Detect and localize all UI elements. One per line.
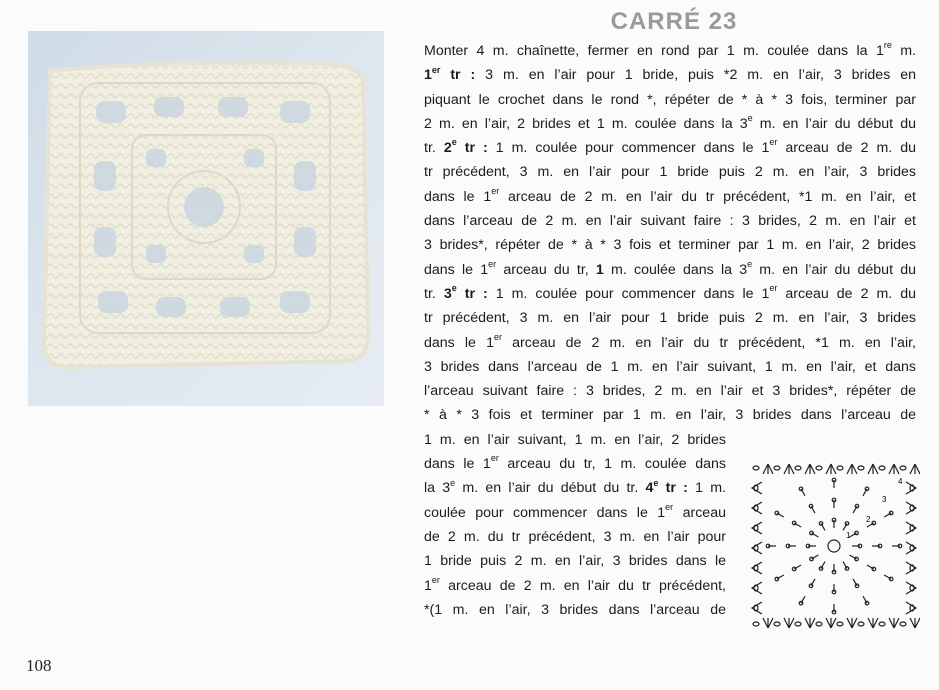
chart-stitch [810,557,814,561]
text-line [424,379,916,403]
chart-stitch [868,464,878,474]
chart-stitch [845,522,849,526]
chart-stitch [805,464,815,474]
text-segment: la 3 [424,480,451,497]
chart-stitch [889,464,899,474]
text-segment: coulée pour commencer dans le 1 [424,504,666,521]
text-segment: 1 m. en l’air suivant, 1 m. en l’air, 2 brides [424,431,726,448]
text-segment: e [747,258,753,269]
text-segment: er [488,258,497,269]
text-segment: tr précédent, 3 m. en l’air pour 1 bride puis 2 m. en l’air, 3 brides [424,164,916,181]
text-segment: 1 m. coulée pour commencer dans le 1 [487,285,770,302]
chart-stitch [837,622,843,626]
chart-stitch [774,622,780,626]
round-label-3: 3 [882,495,887,504]
text-line [424,452,726,476]
text-segment: er [490,453,499,464]
bold-text: 3 [443,285,452,302]
chart-stitch [810,531,814,535]
text-segment: arceau du tr, [496,261,596,278]
text-segment: Monter 4 m. chaînette, fermer en rond par 1 m. coulée dans la 1 [424,43,884,59]
chart-stitch [784,618,794,628]
bold-text: tr : [658,480,688,497]
text-segment: dans le 1 [424,261,489,278]
text-segment: er [769,137,778,148]
crochet-chart-diagram [748,460,920,632]
text-line [424,501,726,525]
text-segment: er [431,574,440,585]
chart-stitch [858,622,864,626]
chart-stitch [795,466,801,470]
chart-stitch [900,622,906,626]
text-segment: arceau du tr, 1 m. coulée dans [498,456,726,473]
crochet-square-photo [28,31,384,406]
round-label-2: 2 [866,515,871,524]
text-line [424,136,916,160]
bold-text: 1 [595,261,604,278]
bold-text: er [431,64,441,75]
chart-stitch [805,618,815,628]
text-segment: dans le 1 [424,188,492,205]
text-segment: m. en l’air du début du [752,115,916,132]
text-line [424,233,916,257]
chart-stitch [774,466,780,470]
bold-text: 4 [645,480,654,497]
bold-text: 2 [443,140,452,157]
chart-stitch [847,464,857,474]
chart-stitch [889,618,899,628]
chart-stitch [879,622,885,626]
text-segment: dans le 1 [424,334,494,351]
text-segment: er [769,283,778,294]
bold-text: tr : [456,140,488,157]
chart-stitch [775,577,779,581]
round-label-4: 4 [898,477,903,486]
text-line [424,209,916,233]
chart-stitch [900,466,906,470]
text-line [424,88,916,112]
chart-stitch [847,618,857,628]
text-segment: 1 m. coulée pour commencer dans le 1 [487,140,770,157]
chart-stitch [753,466,759,470]
chart-stitch [910,618,920,628]
text-segment: arceau de 2 m. en l’air du tr précédent, *1 m. en l’air, [501,334,916,351]
text-segment: 1 bride puis 2 m. en l’air, 3 brides dans le [424,553,726,570]
round-label-1: 1 [846,531,851,540]
text-segment: 2 m. en l’air, 2 brides et 1 m. coulée dans la 3 [424,115,748,132]
text-segment: tr précédent, 3 m. en l’air pour 1 bride puis 2 m. en l’air, 3 brides [424,310,916,327]
text-segment: m. en l’air du début du [752,261,916,278]
text-segment: tr. [424,140,444,157]
text-line [424,331,916,355]
bold-text: tr : [456,285,488,302]
text-segment: *(1 m. en l’air, 3 brides dans l’arceau de [424,601,726,618]
text-segment: piquant le crochet dans le rond *, répéter de * à * 3 fois, terminer par [424,91,916,108]
center-ring [828,540,840,552]
chart-stitch [795,622,801,626]
chart-stitch [775,511,779,515]
page-number: 108 [26,656,52,675]
bold-text: e [451,137,457,148]
chart-stitch [784,464,794,474]
text-segment: er [493,331,502,342]
crochet-square-image [28,31,384,406]
text-segment: e [747,113,753,124]
chart-stitch [837,466,843,470]
text-segment: dans le 1 [424,456,491,473]
text-segment: m. coulée dans la 3 [603,261,748,278]
text-segment: er [491,186,500,197]
chart-stitch [910,464,920,474]
chart-stitch [763,618,773,628]
chart-stitch [858,466,864,470]
text-segment: 3 brides*, répéter de * à * 3 fois et terminer par 1 m. en l’air, 2 brides [424,237,916,254]
text-line [424,574,726,598]
chart-stitch [868,618,878,628]
text-segment: dans l’arceau de 2 m. en l’air suivant faire : 3 brides, 2 m. en l’air et [424,213,916,230]
text-segment: e [450,477,456,488]
text-line [424,549,726,573]
text-segment: m. en l’air du début du tr. [455,480,646,497]
text-segment: tr. [424,285,444,302]
text-segment: l’arceau suivant faire : 3 brides, 2 m. en l’air et 3 brides*, répéter de [424,383,916,400]
text-line [424,355,916,379]
chart-stitch [816,466,822,470]
text-segment: arceau [673,504,726,521]
chart-stitch [826,464,836,474]
text-line [424,112,916,136]
text-line [424,476,726,500]
bold-text: 1 [424,67,432,84]
text-line [424,306,916,330]
text-line [424,185,916,209]
bold-text: e [451,283,457,294]
text-segment: 3 brides dans l’arceau de 1 m. en l’air suivant, 1 m. en l’air, et dans [424,358,916,375]
text-segment: arceau de 2 m. en l’air du tr précédent, [439,577,726,594]
text-segment: 1 [424,577,432,594]
text-line [424,428,726,452]
page-title: CARRÉ 23 [610,8,738,35]
text-segment: arceau de 2 m. du [777,285,916,302]
text-line [424,63,916,87]
chart-stitch [763,464,773,474]
chart-stitch [816,622,822,626]
chart-stitch [879,466,885,470]
text-segment: re [883,40,892,51]
text-segment: 3 m. en l’air pour 1 bride, puis *2 m. en l’air, 3 brides en [475,67,916,84]
text-segment: m. [891,43,916,59]
text-line [424,525,726,549]
text-line [424,282,916,306]
text-segment: 1 m. [687,480,726,497]
text-segment: er [665,501,674,512]
chart-stitch [826,618,836,628]
text-line [424,598,726,622]
text-line [424,258,916,282]
bold-text: tr : [440,67,476,84]
bold-text: e [653,477,659,488]
text-segment: * à * 3 fois et terminer par 1 m. en l’air, 3 brides dans l’arceau de [424,407,916,424]
text-segment: arceau de 2 m. du [777,140,916,157]
text-line [424,403,916,427]
text-line [424,39,916,63]
chart-stitch [753,622,759,626]
text-segment: de 2 m. du tr précédent, 3 m. en l’air pour [424,528,726,545]
chart-stitch [819,522,823,526]
text-line [424,160,916,184]
text-segment: arceau de 2 m. en l’air du tr précédent, *1 m. en l’air, et [499,188,916,205]
